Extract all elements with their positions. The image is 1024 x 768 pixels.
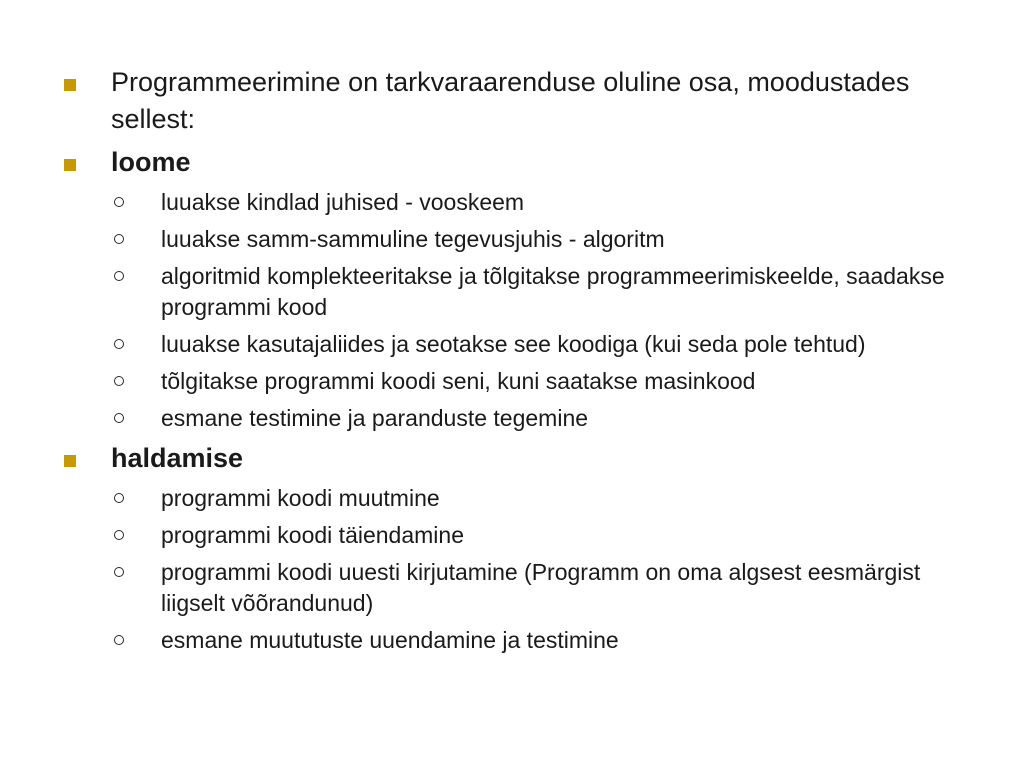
square-bullet-icon [64, 159, 76, 171]
list-subitem [62, 366, 982, 397]
list-item-heading-loome [62, 144, 982, 181]
square-bullet-icon [64, 79, 76, 91]
bullet-list [62, 64, 982, 662]
circle-bullet-icon [114, 271, 124, 281]
list-subitem [62, 520, 982, 551]
circle-bullet-icon [114, 339, 124, 349]
circle-bullet-icon [114, 530, 124, 540]
square-bullet-icon [64, 455, 76, 467]
list-item [62, 64, 982, 138]
circle-bullet-icon [114, 197, 124, 207]
circle-bullet-icon [114, 376, 124, 386]
list-subitem-text: programmi koodi muutmine [161, 485, 440, 511]
circle-bullet-icon [114, 635, 124, 645]
list-subitem [62, 403, 982, 434]
list-subitem [62, 187, 982, 218]
list-subitem-text: esmane muututuste uuendamine ja testimine [161, 627, 619, 653]
list-subitem-text: luuakse samm-sammuline tegevusjuhis - algoritm [161, 226, 665, 252]
list-subitem-text: algoritmid komplekteeritakse ja tõlgitakse programmeerimiskeelde, saadakse programmi kood [161, 263, 945, 320]
list-item-text: loome [111, 147, 191, 177]
circle-bullet-icon [114, 234, 124, 244]
circle-bullet-icon [114, 567, 124, 577]
list-subitem [62, 483, 982, 514]
circle-bullet-icon [114, 413, 124, 423]
list-subitem-text: programmi koodi uuesti kirjutamine (Programm on oma algsest eesmärgist liigselt võõrandunud) [161, 559, 921, 616]
list-subitem-text: programmi koodi täiendamine [161, 522, 464, 548]
list-item-text: haldamise [111, 443, 244, 473]
list-subitem [62, 224, 982, 255]
list-subitem-text: tõlgitakse programmi koodi seni, kuni saatakse masinkood [161, 368, 756, 394]
list-subitem [62, 261, 982, 323]
list-item-text: Programmeerimine on tarkvaraarenduse oluline osa, moodustades sellest: [111, 67, 910, 134]
list-subitem-text: esmane testimine ja paranduste tegemine [161, 405, 589, 431]
list-subitem-text: luuakse kindlad juhised - vooskeem [161, 189, 525, 215]
list-subitem [62, 625, 982, 656]
list-subitem-text: luuakse kasutajaliides ja seotakse see koodiga (kui seda pole tehtud) [161, 331, 866, 357]
list-subitem [62, 329, 982, 360]
circle-bullet-icon [114, 493, 124, 503]
list-item-heading-haldamise [62, 440, 982, 477]
list-subitem [62, 557, 982, 619]
